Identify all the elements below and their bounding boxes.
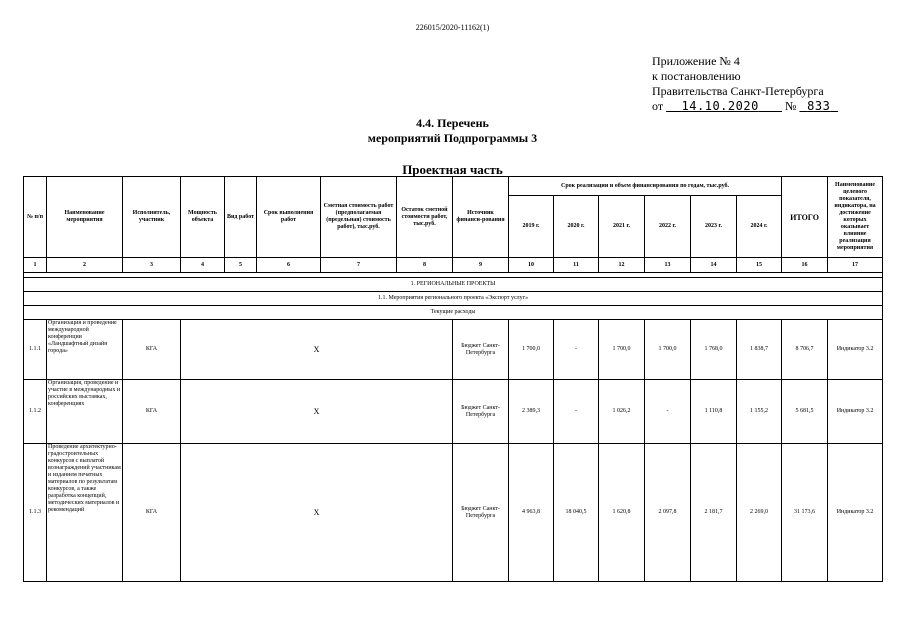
row-indicator: Индикатор 3.2 [828, 380, 883, 444]
header-capacity: Мощность объекта [181, 177, 225, 258]
measures-table [23, 176, 883, 582]
row-x: X [181, 320, 453, 380]
row-total: 31 173,6 [782, 444, 828, 582]
title-line-2: мероприятий Подпрограммы 3 [367, 131, 538, 145]
row-executor: КГА [123, 444, 181, 582]
section-project: 1.1. Мероприятия регионального проекта «Экспорт услуг» [24, 292, 883, 306]
colnum-cell: 6 [257, 258, 321, 273]
row-source: Бюджет Санкт-Петербурга [453, 444, 509, 582]
row-2024: 1 155,2 [737, 380, 782, 444]
row-2019: 2 389,3 [509, 380, 554, 444]
header-name: Наименование мероприятия [47, 177, 123, 258]
row-2023: 1 768,0 [691, 320, 737, 380]
header-deadline: Срок выполнения работ [257, 177, 321, 258]
colnum-cell: 15 [737, 258, 782, 273]
colnum-cell: 1 [24, 258, 47, 273]
colnum-cell: 3 [123, 258, 181, 273]
row-x: X [181, 380, 453, 444]
row-num: 1.1.2 [24, 380, 47, 444]
colnum-cell: 10 [509, 258, 554, 273]
row-2020: - [554, 320, 599, 380]
row-indicator: Индикатор 3.2 [828, 320, 883, 380]
table-row [24, 444, 883, 582]
page-title [0, 116, 905, 146]
row-x: X [181, 444, 453, 582]
header-num: № п/п [24, 177, 47, 258]
colnum-cell: 11 [554, 258, 599, 273]
colnum-cell: 8 [397, 258, 453, 273]
title-line-1: 4.4. Перечень [416, 116, 489, 130]
table-row [24, 380, 883, 444]
row-2019: 1 700,0 [509, 320, 554, 380]
date-prefix: от [652, 99, 664, 113]
colnum-cell: 7 [321, 258, 397, 273]
colnum-cell: 2 [47, 258, 123, 273]
row-2022: - [645, 380, 691, 444]
header-source: Источник финанси-рования [453, 177, 509, 258]
appendix-date-line [652, 99, 838, 114]
row-2021: 1 620,8 [599, 444, 645, 582]
appendix-line-2: к постановлению [652, 69, 741, 83]
header-year-2023: 2023 г. [691, 196, 737, 258]
appendix-number [799, 99, 838, 113]
colnum-cell: 12 [599, 258, 645, 273]
colnum-cell: 13 [645, 258, 691, 273]
row-2022: 2 097,8 [645, 444, 691, 582]
row-executor: КГА [123, 380, 181, 444]
appendix-line-1: Приложение № 4 [652, 54, 740, 68]
appendix-date [666, 99, 782, 113]
header-period: Срок реализации и объем финансирования по годам, тыс.руб. [509, 177, 782, 196]
header-year-2020: 2020 г. [554, 196, 599, 258]
header-year-2022: 2022 г. [645, 196, 691, 258]
row-2024: 1 838,7 [737, 320, 782, 380]
row-name: Организация и проведение международной конференции «Ландшафтный дизайн города» [47, 320, 123, 380]
row-total: 5 681,5 [782, 380, 828, 444]
header-year-2024: 2024 г. [737, 196, 782, 258]
header-total: ИТОГО [782, 177, 828, 258]
table-row [24, 320, 883, 380]
row-2023: 1 110,8 [691, 380, 737, 444]
section-row-current [24, 306, 883, 320]
row-2019: 4 963,8 [509, 444, 554, 582]
header-remainder: Остаток сметной стоимости работ, тыс.руб. [397, 177, 453, 258]
header-row-1 [24, 177, 883, 196]
row-executor: КГА [123, 320, 181, 380]
row-2023: 2 181,7 [691, 444, 737, 582]
section-current: Текущие расходы [24, 306, 883, 320]
row-source: Бюджет Санкт-Петербурга [453, 380, 509, 444]
row-2020: 18 040,5 [554, 444, 599, 582]
row-2024: 2 269,0 [737, 444, 782, 582]
header-executor: Исполнитель, участник [123, 177, 181, 258]
header-estimate: Сметная стоимость работ (предполагаемая (предельная) стоимость работ), тыс.руб. [321, 177, 397, 258]
appendix-block [652, 54, 838, 114]
section-title: Проектная часть [402, 162, 503, 177]
number-prefix: № [784, 99, 797, 113]
header-year-2019: 2019 г. [509, 196, 554, 258]
colnum-cell: 4 [181, 258, 225, 273]
header-indicator: Наименование целевого показателя, индикатора, на достижение которых оказывает влияние реализация мероприятия [828, 177, 883, 258]
appendix-number-value: 833 [807, 99, 831, 113]
document-number: 226015/2020-11162(1) [415, 23, 490, 32]
row-num: 1.1.1 [24, 320, 47, 380]
column-number-row [24, 258, 883, 273]
appendix-date-value: 14.10.2020 [681, 99, 759, 113]
row-total: 8 706,7 [782, 320, 828, 380]
row-num: 1.1.3 [24, 444, 47, 582]
row-2021: 1 026,2 [599, 380, 645, 444]
colnum-cell: 9 [453, 258, 509, 273]
row-2020: - [554, 380, 599, 444]
colnum-cell: 17 [828, 258, 883, 273]
header-work-type: Вид работ [225, 177, 257, 258]
colnum-cell: 16 [782, 258, 828, 273]
row-2021: 1 700,0 [599, 320, 645, 380]
row-2022: 1 700,0 [645, 320, 691, 380]
colnum-cell: 14 [691, 258, 737, 273]
section-row-regional [24, 278, 883, 292]
section-row-project [24, 292, 883, 306]
header-year-2021: 2021 г. [599, 196, 645, 258]
colnum-cell: 5 [225, 258, 257, 273]
row-indicator: Индикатор 3.2 [828, 444, 883, 582]
row-name: Организация, проведение и участие в международных и российских выставках, конференциях [47, 380, 123, 444]
row-name: Проведение архитектурно-градостроительных конкурсов с выплатой вознаграждений участникам и изданием печатных материалов по результатам конкурсов, а также разработка концепций, методических материалов и рекомендаций [47, 444, 123, 582]
row-source: Бюджет Санкт-Петербурга [453, 320, 509, 380]
section-regional: 1. РЕГИОНАЛЬНЫЕ ПРОЕКТЫ [24, 278, 883, 292]
appendix-line-3: Правительства Санкт-Петербурга [652, 84, 824, 98]
